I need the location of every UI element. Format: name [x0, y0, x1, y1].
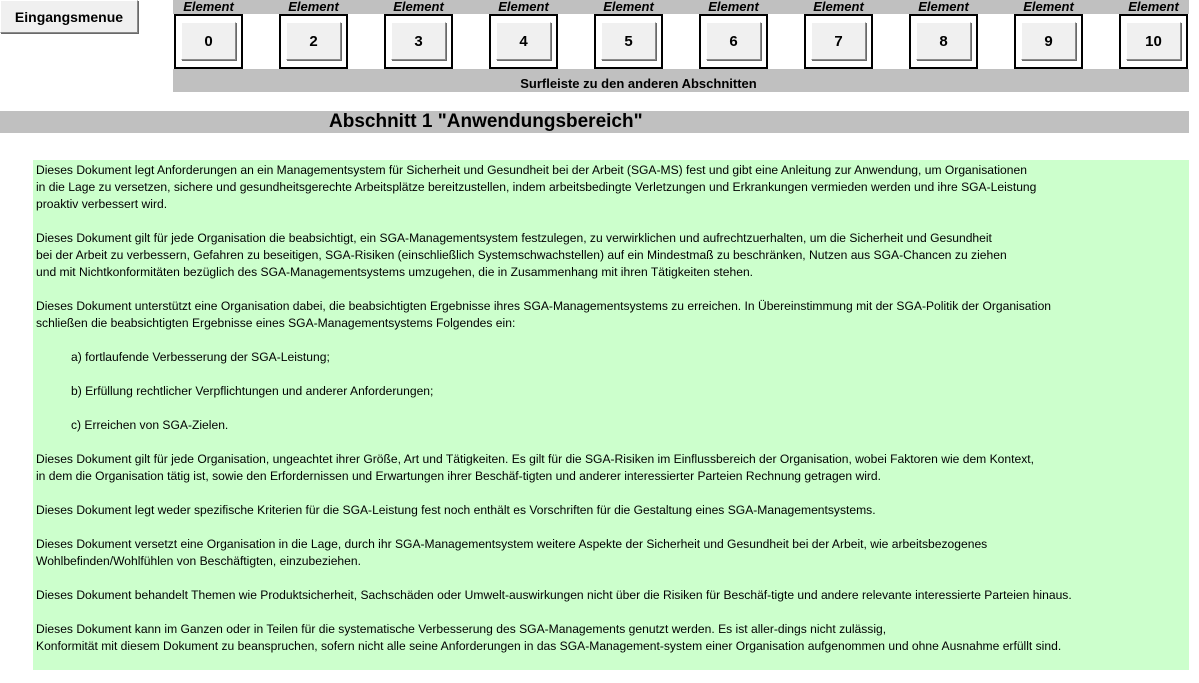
element-frame: [909, 14, 978, 69]
element-group-10: [1118, 0, 1189, 69]
blank-line: [36, 519, 1189, 536]
element-group-9: [1013, 0, 1084, 69]
element-label: Element: [393, 0, 444, 14]
element-frame: [174, 14, 243, 69]
element-label: Element: [288, 0, 339, 14]
element-button-9[interactable]: 9: [1021, 22, 1076, 60]
blank-line: [36, 434, 1189, 451]
content-line: Dieses Dokument unterstützt eine Organisation dabei, die beabsichtigten Ergebnisse ihres SGA-Managementsystems zu erreichen. In Übereinstimmung mit der SGA-Politik der Organisation: [36, 299, 1052, 313]
blank-line: [36, 400, 1189, 417]
element-frame: [384, 14, 453, 69]
element-button-4[interactable]: 4: [496, 22, 551, 60]
content-line: in die Lage zu versetzen, sichere und gesundheitsgerechte Arbeitsplätze bereitzustellen, indem arbeitsbedingte Verletzungen und Erkrankungen vermieden werden und ihre SGA-Leistung: [36, 180, 1037, 194]
element-button-0[interactable]: 0: [181, 22, 236, 60]
content-line: Wohlbefinden/Wohlfühlen von Beschäftigten, einzubeziehen.: [36, 554, 361, 568]
blank-line: [36, 281, 1189, 298]
section-title: Abschnitt 1 "Anwendungsbereich": [329, 111, 643, 132]
element-group-6: [698, 0, 769, 69]
element-frame: [1014, 14, 1083, 69]
element-label: Element: [603, 0, 654, 14]
content-line: Dieses Dokument legt Anforderungen an ein Managementsystem für Sicherheit und Gesundheit bei der Arbeit (SGA-MS) fest und gibt eine Anleitung zur Anwendung, um Organisationen: [36, 163, 1027, 177]
element-group-0: [173, 0, 244, 69]
blank-line: [36, 366, 1189, 383]
element-button-2[interactable]: 2: [286, 22, 341, 60]
blank-line: [36, 570, 1189, 587]
element-group-7: [803, 0, 874, 69]
element-frame: [804, 14, 873, 69]
blank-line: [36, 332, 1189, 349]
surf-bar: [173, 69, 1189, 92]
eingangsmenue-button[interactable]: Eingangsmenue: [0, 0, 138, 33]
element-label: Element: [918, 0, 969, 14]
element-frame: [699, 14, 768, 69]
list-item: b) Erfüllung rechtlicher Verpflichtungen und anderer Anforderungen;: [71, 384, 434, 398]
element-frame: [489, 14, 558, 69]
content-line: Dieses Dokument versetzt eine Organisation in die Lage, durch ihr SGA-Managementsystem weitere Aspekte der Sicherheit und Gesundheit bei der Arbeit, wie arbeitsbezogenes: [36, 537, 988, 551]
surf-bar-label: Surfleiste zu den anderen Abschnitten: [520, 76, 757, 91]
element-label: Element: [813, 0, 864, 14]
content-line: Dieses Dokument legt weder spezifische Kriterien für die SGA-Leistung fest noch enthält es Vorschriften für die Gestaltung eines SGA-Managementsystems.: [36, 503, 876, 517]
content-line: Dieses Dokument behandelt Themen wie Produktsicherheit, Sachschäden oder Umwelt-auswirkungen nicht über die Risiken für Beschäf-tigte und andere relevante interessierte Parteien hinaus.: [36, 588, 1072, 602]
element-button-3[interactable]: 3: [391, 22, 446, 60]
content-line: bei der Arbeit zu verbessern, Gefahren zu beseitigen, SGA-Risiken (einschließlich Systemschwachstellen) auf ein Mindestmaß zu beschränken, Nutzen aus SGA-Chancen zu ziehen: [36, 248, 1007, 262]
element-button-10[interactable]: 10: [1126, 22, 1181, 60]
element-group-4: [488, 0, 559, 69]
content-line: Dieses Dokument gilt für jede Organisation die beabsichtigt, ein SGA-Managementsystem festzulegen, zu verwirklichen und aufrechtzuerhalten, um die Sicherheit und Gesundheit: [36, 231, 992, 245]
element-group-8: [908, 0, 979, 69]
element-frame: [279, 14, 348, 69]
content-line: Dieses Dokument gilt für jede Organisation, ungeachtet ihrer Größe, Art und Tätigkeiten. Es gilt für die SGA-Risiken im Einflussbereich der Organisation, wobei Faktoren wie dem Kontext,: [36, 452, 1034, 466]
element-button-7[interactable]: 7: [811, 22, 866, 60]
content-line: proaktiv verbessert wird.: [36, 197, 168, 211]
blank-line: [36, 604, 1189, 621]
element-group-5: [593, 0, 664, 69]
content-line: und mit Nichtkonformitäten bezüglich des SGA-Managementsystems umzugehen, die in Zusammenhang mit ihren Tätigkeiten stehen.: [36, 265, 754, 279]
element-label: Element: [1023, 0, 1074, 14]
list-item: c) Erreichen von SGA-Zielen.: [71, 418, 229, 432]
section-header: [0, 111, 1189, 133]
element-group-2: [278, 0, 349, 69]
content-line: in dem die Organisation tätig ist, sowie den Erfordernissen und Erwartungen ihrer Beschäf-tigten und anderer interessierter Parteien Rechnung getragen wird.: [36, 469, 882, 483]
blank-line: [36, 213, 1189, 230]
content-line: schließen die beabsichtigten Ergebnisse eines SGA-Managementsystems Folgendes ein:: [36, 316, 516, 330]
element-frame: [1119, 14, 1188, 69]
element-button-6[interactable]: 6: [706, 22, 761, 60]
element-button-8[interactable]: 8: [916, 22, 971, 60]
element-label: Element: [183, 0, 234, 14]
element-button-5[interactable]: 5: [601, 22, 656, 60]
element-label: Element: [498, 0, 549, 14]
element-label: Element: [708, 0, 759, 14]
content-panel: [33, 160, 1189, 670]
blank-line: [36, 485, 1189, 502]
content-line: Dieses Dokument kann im Ganzen oder in Teilen für die systematische Verbesserung des SGA-Managements genutzt werden. Es ist aller-dings nicht zulässig,: [36, 622, 887, 636]
list-item: a) fortlaufende Verbesserung der SGA-Leistung;: [71, 350, 330, 364]
element-frame: [594, 14, 663, 69]
element-group-3: [383, 0, 454, 69]
content-line: Konformität mit diesem Dokument zu beanspruchen, sofern nicht alle seine Anforderungen in das SGA-Management-system einer Organisation aufgenommen und ohne Ausnahme erfüllt sind.: [36, 639, 1062, 653]
element-label: Element: [1128, 0, 1179, 14]
